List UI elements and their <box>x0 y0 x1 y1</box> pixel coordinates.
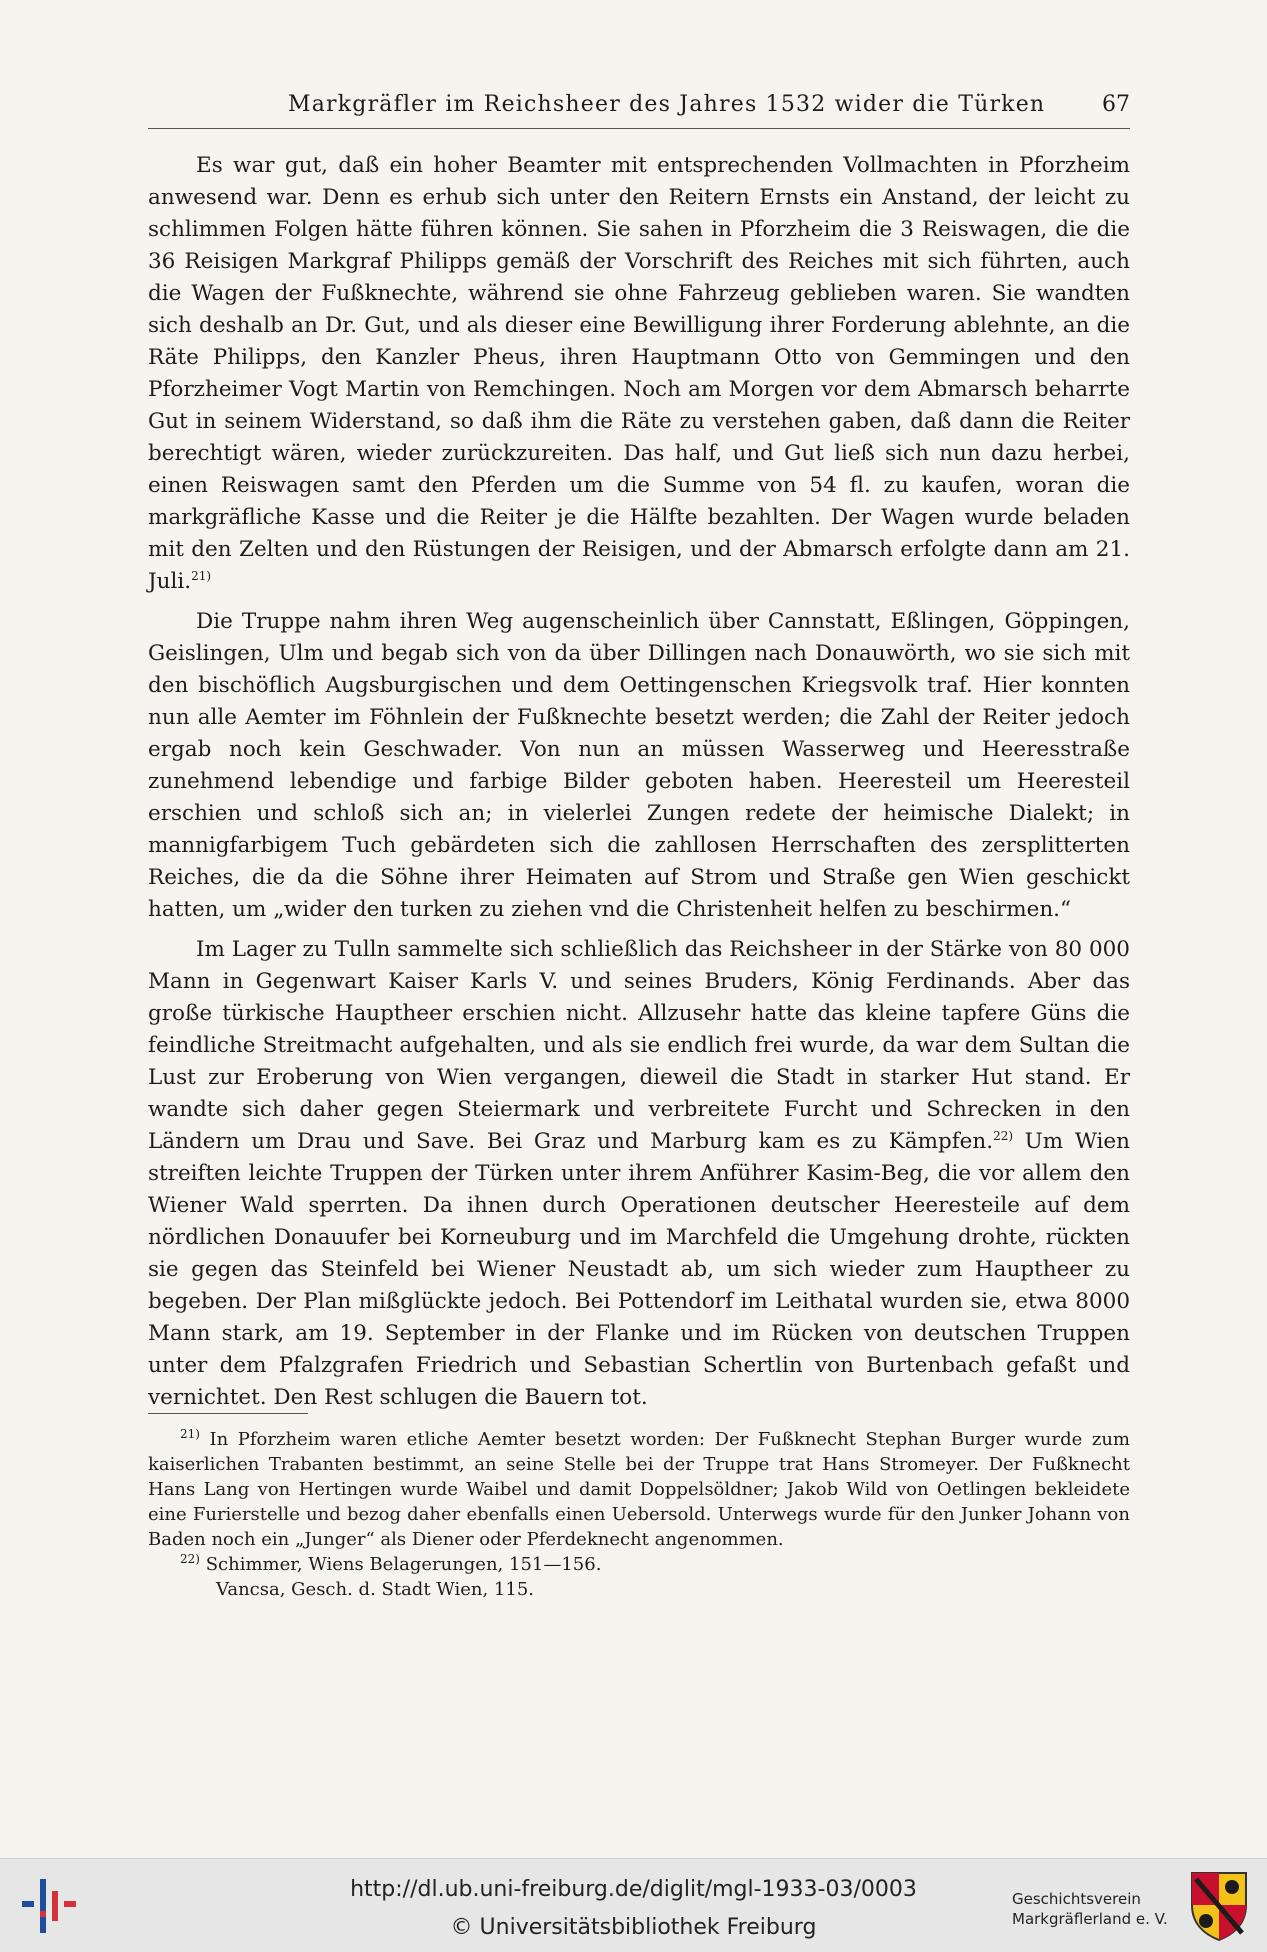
page-number: 67 <box>1102 92 1130 117</box>
footnote-22-continuation: Vancsa, Gesch. d. Stadt Wien, 115. <box>216 1579 534 1600</box>
footnote-text: In Pforzheim waren etliche Aemter besetzt worden: Der Fußknecht Stephan Burger wurde zum kaiserlichen Trabanten bestimmt, an seine Stelle bei der Truppe trat Hans Stromeyer. Der Fußknecht Hans Lang von Hertingen wurde Waibel und damit Doppelsöldner; Jakob Wild von Oetlingen bekleidete eine Furierstelle und bezog daher ebenfalls einen Uebersold. Unterwegs wurde für den Junker Johann von Baden noch ein „Junger“ als Diener oder Pferdeknecht angenommen. <box>148 1429 1130 1550</box>
permalink-url[interactable]: http://dl.ub.uni-freiburg.de/diglit/mgl-1933-03/0003 <box>350 1877 917 1902</box>
paragraph-3-text-continued: Um Wien streiften leichte Truppen der Türken unter ihrem Anführer Kasim-Beg, die vor allem den Wiener Wald sperrten. Da ihnen durch Operationen deutscher Heeresteile auf dem nördlichen Donauufer bei Korneuburg und im Marchfeld die Umgehung drohte, rückten sie gegen das Steinfeld bei Wiener Neustadt ab, um sich wieder zum Hauptheer zu begeben. Der Plan mißglückte jedoch. Bei Pottendorf im Leithatal wurden sie, etwa 8000 Mann stark, am 19. September in der Flanke und im Rücken von deutschen Truppen unter dem Pfalzgrafen Friedrich und Sebastian Schertlin von Burtenbach gefaßt und vernichtet. Den Rest schlugen die Bauern tot. <box>148 1129 1130 1410</box>
society-name-line1: Geschichtsverein <box>1012 1890 1141 1908</box>
footnote-22 <box>148 1552 1130 1577</box>
coat-of-arms-icon <box>1188 1869 1250 1943</box>
footnote-21 <box>148 1427 1130 1552</box>
copyright-notice: © Universitätsbibliothek Freiburg <box>450 1915 817 1940</box>
footnote-rule <box>148 1413 308 1414</box>
page-header <box>148 92 1130 126</box>
paragraph-3 <box>148 934 1130 1414</box>
paragraph-1 <box>148 150 1130 598</box>
society-name <box>1012 1889 1168 1929</box>
footnote-text: Schimmer, Wiens Belagerungen, 151—156. <box>205 1554 602 1575</box>
header-rule <box>148 128 1130 129</box>
footnotes <box>148 1427 1130 1602</box>
paragraph-2 <box>148 606 1130 926</box>
body-text <box>148 150 1130 1414</box>
footnote-ref-22: 22) <box>993 1128 1014 1143</box>
footnote-ref-21: 21) <box>191 568 212 583</box>
society-name-line2: Markgräflerland e. V. <box>1012 1910 1168 1928</box>
paragraph-2-text: Die Truppe nahm ihren Weg augenscheinlich über Cannstatt, Eßlingen, Göppingen, Geislingen, Ulm und begab sich von da über Dillingen nach Donauwörth, wo sie sich mit den bischöflich Augsburgischen und dem Oettingenschen Kriegsvolk traf. Hier konnten nun alle Aemter im Föhnlein der Fußknechte besetzt werden; die Zahl der Reiter jedoch ergab noch kein Geschwader. Von nun an müssen Wasserweg und Heeresstraße zunehmend lebendige und farbige Bilder geboten haben. Heeresteil um Heeresteil erschien und schloß sich an; in vielerlei Zungen redete der heimische Dialekt; in mannigfarbigem Tuch gebärdeten sich die zahllosen Herrschaften des zersplitterten Reiches, die da die Söhne ihrer Heimaten auf Strom und Straße gen Wien geschickt hatten, um „wider den turken zu ziehen vnd die Christenheit helfen zu beschirmen.“ <box>148 609 1130 922</box>
running-title: Markgräfler im Reichsheer des Jahres 1532 wider die Türken <box>288 92 1046 117</box>
paragraph-1-text: Es war gut, daß ein hoher Beamter mit entsprechenden Vollmachten in Pforzheim anwesend war. Denn es erhub sich unter den Reitern Ernsts ein Anstand, der leicht zu schlimmen Folgen hätte führen können. Sie sahen in Pforzheim die 3 Reiswagen, die die 36 Reisigen Markgraf Philipps gemäß der Vorschrift des Reiches mit sich führten, auch die Wagen der Fußknechte, während sie ohne Fahrzeug geblieben waren. Sie wandten sich deshalb an Dr. Gut, und als dieser eine Bewilligung ihrer Forderung ablehnte, an die Räte Philipps, den Kanzler Pheus, ihren Hauptmann Otto von Gemmingen und den Pforzheimer Vogt Martin von Remchingen. Noch am Morgen vor dem Abmarsch beharrte Gut in seinem Widerstand, so daß ihm die Räte zu verstehen gaben, daß dann die Reiter berechtigt wären, wieder zurückzureiten. Das half, und Gut ließ sich nun dazu herbei, einen Reiswagen samt den Pferden um die Summe von 54 fl. zu kaufen, woran die markgräfliche Kasse und die Reiter je die Hälfte bezahlten. Der Wagen wurde beladen mit den Zelten und den Rüstungen der Reisigen, und der Abmarsch erfolgte dann am 21. Juli. <box>148 153 1130 594</box>
paragraph-3-text: Im Lager zu Tulln sammelte sich schließlich das Reichsheer in der Stärke von 80 000 Mann in Gegenwart Kaiser Karls V. und seines Bruders, König Ferdinands. Aber das große türkische Hauptheer erschien nicht. Allzusehr hatte das kleine tapfere Güns die feindliche Streitmacht aufgehalten, und als sie endlich frei wurde, da war dem Sultan die Lust zur Eroberung von Wien vergangen, dieweil die Stadt in starker Hut stand. Er wandte sich daher gegen Steiermark und verbreitete Furcht und Schrecken in den Ländern um Drau und Save. Bei Graz und Marburg kam es zu Kämpfen. <box>148 937 1130 1154</box>
footnote-mark: 21) <box>180 1427 200 1441</box>
viewer-footer <box>0 1858 1267 1952</box>
footnote-mark: 22) <box>180 1552 200 1566</box>
